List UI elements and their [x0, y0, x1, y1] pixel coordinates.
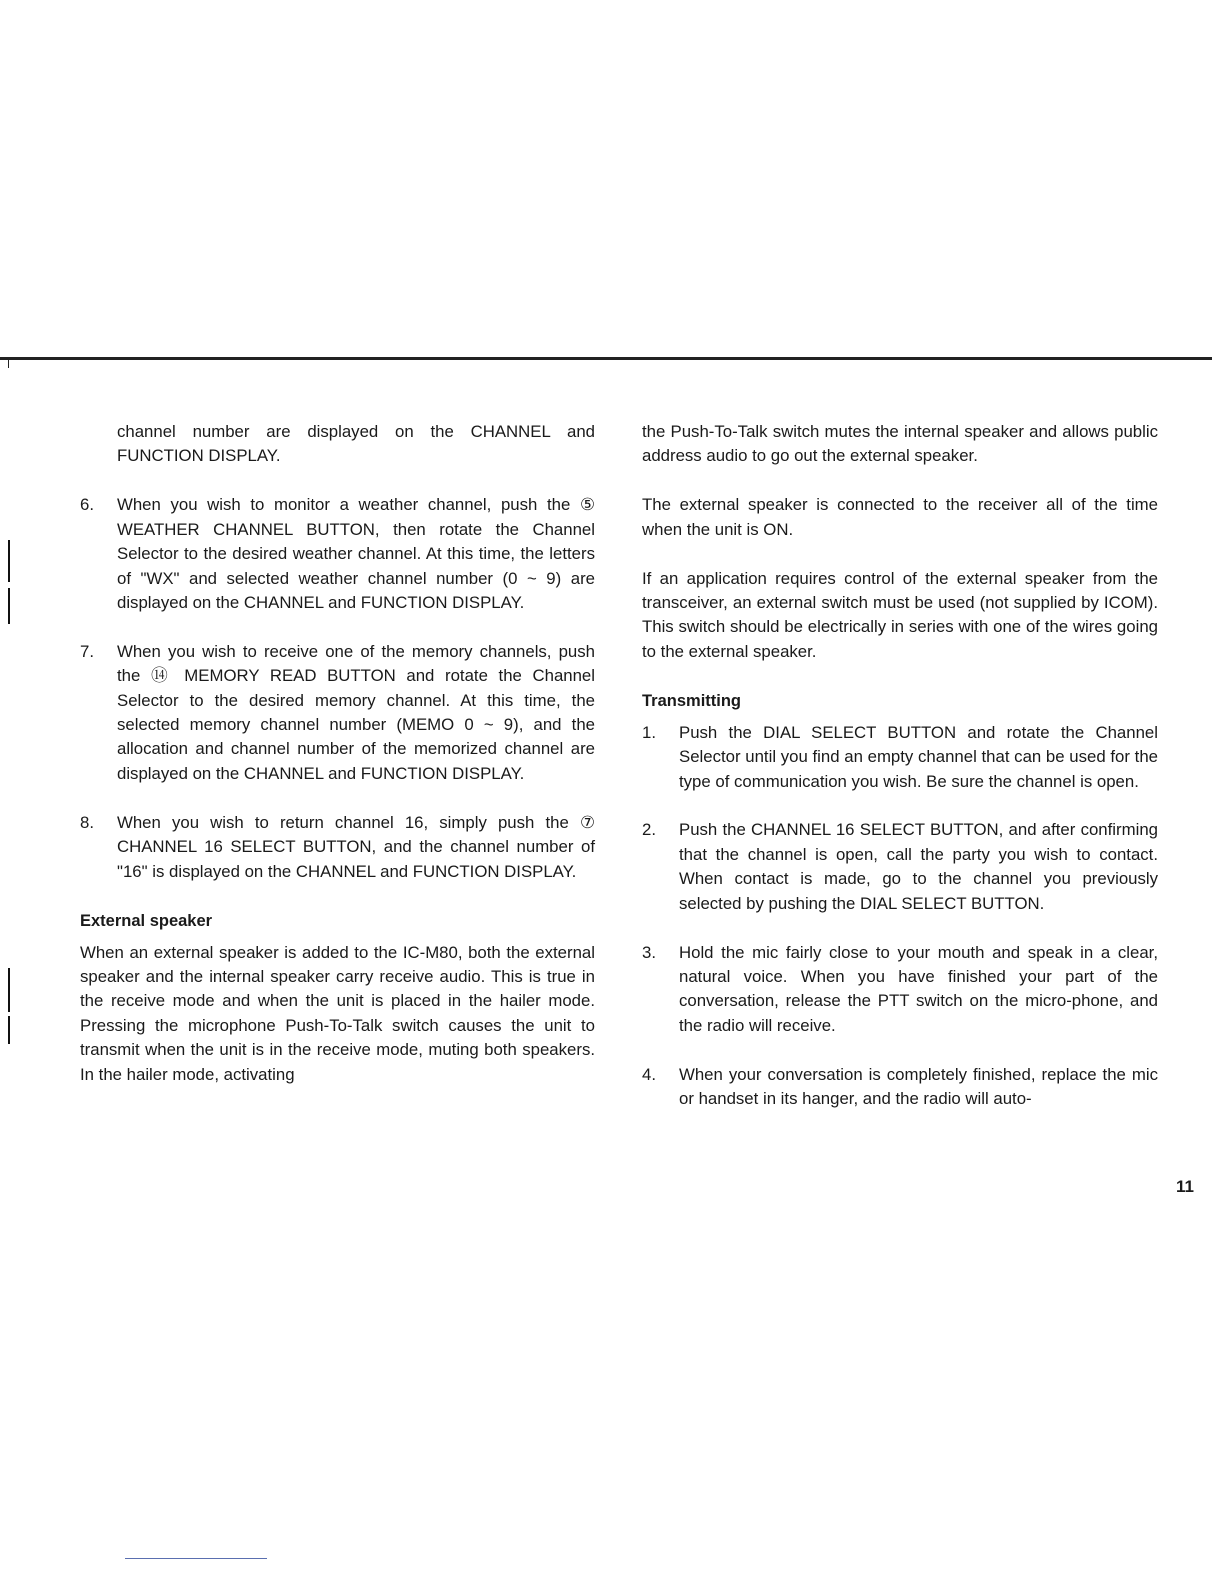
- paragraph: the Push-To-Talk switch mutes the internal speaker and allows public address audio to go out the external speaker.: [642, 422, 1158, 466]
- item-number: 3.: [642, 942, 656, 962]
- item-text: When your conversation is completely finished, replace the mic or handset in its hanger, and the radio will auto-: [679, 1064, 1158, 1109]
- item-text: Push the DIAL SELECT BUTTON and rotate the Channel Selector until you find an empty channel that can be used for the type of communication you wish. Be sure the channel is open.: [679, 722, 1158, 791]
- item-text: Push the CHANNEL 16 SELECT BUTTON, and after confirming that the channel is open, call the party you wish to contact. When contact is made, go to the channel you previously selected by pushing the DIAL SELECT BUTTON.: [679, 820, 1158, 913]
- list-item: [642, 721, 1158, 794]
- item-text: When you wish to receive one of the memory channels, push the ⑭ MEMORY READ BUTTON and rotate the Channel Selector to the desired memory channel. At this time, the selected memory channel number (MEMO 0 ~ 9), and the allocation and channel number of the memorized channel are displayed on the CHANNEL and FUNCTION DISPLAY.: [117, 641, 595, 783]
- item-number: 6.: [80, 495, 94, 515]
- item-number: 8.: [80, 812, 94, 832]
- right-column: [642, 420, 1158, 1136]
- item-number: 7.: [80, 641, 94, 661]
- item-number: 4.: [642, 1064, 656, 1084]
- list-item: [80, 811, 595, 884]
- margin-mark: [8, 588, 10, 624]
- item-number: 1.: [642, 722, 656, 742]
- rule-tick: [8, 359, 9, 368]
- margin-mark: [8, 968, 10, 1012]
- paragraph: The external speaker is connected to the receiver all of the time when the unit is ON.: [642, 495, 1158, 539]
- page-number: 11: [1176, 1177, 1194, 1196]
- external-speaker-body: When an external speaker is added to the IC-M80, both the external speaker and the internal speaker carry receive audio. This is true in the receive mode and when the unit is placed in the hailer mode. Pressing the microphone Push-To-Talk switch causes the unit to transmit when the unit is in the receive mode, muting both speakers. In the hailer mode, activating: [80, 942, 595, 1084]
- list-item: [642, 941, 1158, 1039]
- section-heading-transmitting: Transmitting: [642, 691, 742, 710]
- list-item: [642, 1063, 1158, 1112]
- item-text: When you wish to return channel 16, simply push the ⑦ CHANNEL 16 SELECT BUTTON, and the channel number of "16" is displayed on the CHANNEL and FUNCTION DISPLAY.: [117, 812, 595, 881]
- bottom-underline: [125, 1558, 267, 1559]
- paragraph: If an application requires control of the external speaker from the transceiver, an external switch must be used (not supplied by ICOM). This switch should be electrically in series with one of the wires going to the external speaker.: [642, 568, 1158, 661]
- item-number: 2.: [642, 820, 656, 840]
- item-text: Hold the mic fairly close to your mouth and speak in a clear, natural voice. When you have finished your part of the conversation, release the PTT switch on the micro-phone, and the radio will receive.: [679, 942, 1158, 1035]
- list-item: [642, 818, 1158, 916]
- top-rule: [0, 357, 1212, 360]
- margin-mark: [8, 1016, 10, 1044]
- list-item: [80, 493, 595, 615]
- continuation-text: channel number are displayed on the CHANNEL and FUNCTION DISPLAY.: [117, 422, 595, 466]
- margin-mark: [8, 540, 10, 582]
- item-text: When you wish to monitor a weather channel, push the ⑤ WEATHER CHANNEL BUTTON, then rotate the Channel Selector to the desired weather channel. At this time, the letters of "WX" and selected weather channel number (0 ~ 9) are displayed on the CHANNEL and FUNCTION DISPLAY.: [117, 495, 595, 612]
- left-column: [80, 420, 595, 1087]
- list-item: [80, 640, 595, 786]
- section-heading-external-speaker: External speaker: [80, 911, 213, 930]
